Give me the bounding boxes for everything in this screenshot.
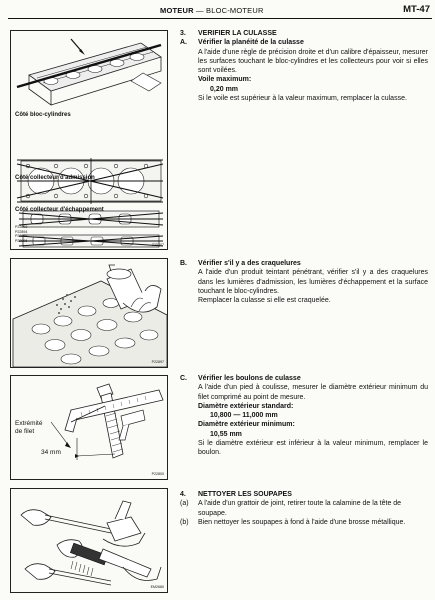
section-clean-valves <box>180 490 428 527</box>
page-number: MT-47 <box>403 4 430 15</box>
figure-code: P22895 <box>15 234 28 238</box>
list-marker: (b) <box>180 518 189 526</box>
head-flatness-illustration <box>11 31 168 250</box>
list-marker: (a) <box>180 500 189 508</box>
figure-ref: EM2680 <box>150 585 164 589</box>
valve-cleaning-illustration <box>11 489 168 593</box>
header-subsection: BLOC-MOTEUR <box>206 6 264 15</box>
section-check-head-bolts <box>180 374 428 458</box>
subsection-heading <box>180 38 428 47</box>
subsection-marker: A. <box>180 39 187 47</box>
figure-head-bolt <box>10 375 168 480</box>
figure-code: P22894 <box>15 229 28 234</box>
header-section: MOTEUR <box>160 6 194 15</box>
spec-label: Voile maximum: <box>198 76 252 84</box>
figure-code: P22893 <box>15 225 28 229</box>
header-separator: — <box>196 6 204 15</box>
section-check-cracks <box>180 259 428 305</box>
instruction-note: Si le voile est supérieur à la valeur maximum, remplacer la culasse. <box>198 95 407 103</box>
subsection-heading <box>180 259 428 268</box>
header-title <box>160 6 264 15</box>
figure-crack-check <box>10 258 168 368</box>
crack-check-illustration <box>11 259 168 368</box>
instruction-text: A l'aide d'un pied à coulisse, mesurer le diamètre extérieur minimum du filet comprimé au point de mesure. <box>198 384 428 401</box>
spec-label: Diamètre extérieur standard: <box>198 402 294 410</box>
subsection-marker: B. <box>180 260 187 267</box>
figure-valve-cleaning <box>10 488 168 593</box>
spec-value: 10,55 mm <box>210 430 242 438</box>
header-rule <box>8 18 432 19</box>
section-number: 4. <box>180 491 186 498</box>
label-block-side: Côté bloc-cylindres <box>15 112 71 118</box>
subsection-title: Vérifier s'il y a des craquelures <box>198 260 301 267</box>
subsection-title: Vérifier la planéité de la culasse <box>198 39 304 47</box>
figure-ref: Z25307 <box>151 243 164 247</box>
figure-code: P22896 <box>15 238 28 243</box>
list-item <box>180 499 428 518</box>
section-title: VERIFIER LA CULASSE <box>198 30 277 37</box>
subsection-marker: C. <box>180 375 187 382</box>
instruction-note: Remplacer la culasse si elle est craquelée. <box>198 297 331 305</box>
subsection-title: Vérifier les boulons de culasse <box>198 375 301 382</box>
spec-label: Diamètre extérieur minimum: <box>198 421 295 429</box>
spec-value: 0,20 mm <box>210 85 239 93</box>
subsection-heading <box>180 374 428 383</box>
label-thread-end-line: Extrémité <box>15 420 43 427</box>
spec-value: 10,800 — 11,000 mm <box>210 412 278 420</box>
section-title: NETTOYER LES SOUPAPES <box>198 491 292 498</box>
instruction-note: Si le diamètre extérieur est inférieur à la valeur minimum, remplacer le boulon. <box>198 440 428 457</box>
label-thread-end-line: de filet <box>15 428 35 435</box>
figure-codes <box>15 225 27 243</box>
section-heading <box>180 29 428 38</box>
dimension-label: 34 mm <box>41 449 61 456</box>
figure-head-flatness <box>10 30 168 250</box>
label-thread-end <box>15 420 42 436</box>
label-exhaust-side: Côté collecteur d'échappement <box>15 207 104 213</box>
section-number: 3. <box>180 30 186 37</box>
list-text: A l'aide d'un grattoir de joint, retirer toute la calamine de la tête de soupape. <box>198 500 402 517</box>
figure-ref: P22800 <box>151 472 164 476</box>
section-check-cylinder-head <box>180 29 428 103</box>
instruction-text: A l'aide d'une règle de précision droite et d'un calibre d'épaisseur, mesurer les surfaces touchant le bloc-cylindres et les collecteurs pour voir si elles sont voilées. <box>198 48 428 75</box>
page-header <box>8 3 432 19</box>
label-intake-side: Côté collecteur d'admission <box>15 175 95 181</box>
figure-ref: P22897 <box>151 360 164 364</box>
list-text: Bien nettoyer les soupapes à fond à l'aide d'une brosse métallique. <box>198 518 406 526</box>
list-item <box>180 518 428 527</box>
instruction-text: A l'aide d'un produit teintant pénétrant, vérifier s'il y a des craquelures dans les lumières d'admission, les lumières d'échappement et la surface touchant le bloc-cylindres. <box>198 269 428 295</box>
section-heading <box>180 490 428 499</box>
